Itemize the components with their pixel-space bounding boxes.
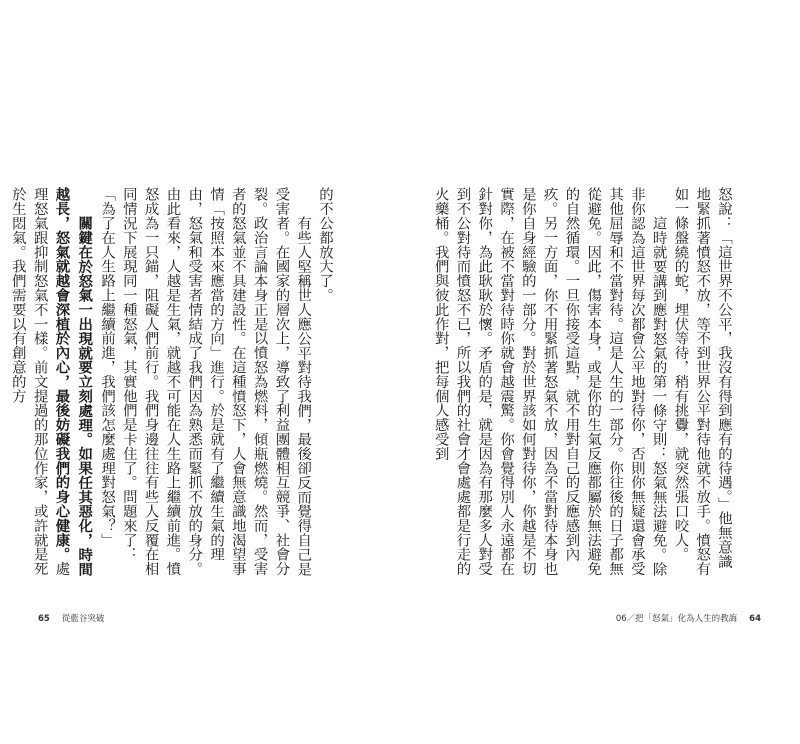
left-page-body xyxy=(9,187,335,577)
left-paragraph-3-rest: 處理怒氣跟抑制怒氣不一樣。前文提過的那位作家，或許就是死於生悶氣。我們需要以有創意的方 xyxy=(9,187,70,576)
right-paragraph-2: 這時就要講到應對怒氣的第一條守則：怒氣無法避免。除非你認為這世界每次都會公平地對待你，否則你無疑還會承受其他屈辱和不當對待。這是人生的一部分。你往後的日子都無從避免。因此，傷害本身，或是你的生氣反應都屬於無法避免的自然循環。一旦你接受這點，就不用對自己的反應感到內疚。另一方面，你不用緊抓著怒氣不放，因為不當對待本身也是你自身經驗的一部分。對於世界該如何對待你，你越是不切實際，在被不當對待時你就會越震驚。你會覺得別人永遠都在針對你，為此耿耿於懷。矛盾的是，就是因為有那麼多人對受到不公對待而憤怒不已，所以我們的社會才會處處都是行走的火藥桶。我們與彼此作對，把每個人感受到 xyxy=(432,187,667,576)
right-page-body xyxy=(432,187,734,577)
right-running-title: 06／把「怒氣」化為人生的教誨 xyxy=(615,614,738,624)
left-page-footer xyxy=(38,612,104,624)
right-page-footer xyxy=(616,612,761,624)
left-paragraph-1: 的不公都放大了。 xyxy=(317,187,333,303)
left-page-number: 65 xyxy=(38,614,50,624)
right-paragraph-1: 怒說：「這世界不公平，我沒有得到應有的待遇。」他無意識地緊抓著憤怒不放，等不到世界公平對待他就不放手。憤怒有如一條盤繞的蛇，埋伏等待，稍有挑釁，就突然張口咬人。 xyxy=(672,187,732,576)
left-paragraph-2: 有些人堅稱世人應公平對待我們，最後卻反而覺得自己是受害者。在國家的層次上，導致了利益團體相互競爭、社會分裂。政治言論本身正是以憤怒為燃料，傾瓶燃燒。然而，受害者的怒氣並不具建設性。在這種憤怒下，人會無意識地渴望事情「按照本來應當的方向」進行。於是就有了繼續生氣的理由，怒氣和受害者情結成了我們因為熟悉而緊抓不放的身分。由此看來，人越是生氣，就越不可能在人生路上繼續前進。憤怒成為一只錨，阻礙人們前行。我們身邊往往有些人反覆在相同情況下展現同一種怒氣，其實他們是卡住了。問題來了：「為了在人生路上繼續前進，我們該怎麼處理對怒氣？」 xyxy=(99,187,312,576)
left-running-title: 從藍谷突破 xyxy=(61,614,105,624)
left-paragraph-3-bold: 關鍵在於怒氣一出現就要立刻處理。如果任其惡化，時間越長，怒氣就越會深植於內心，最後妨礙我們的身心健康。 xyxy=(53,187,94,576)
right-page-number: 64 xyxy=(749,614,761,624)
page-gutter xyxy=(399,120,400,640)
